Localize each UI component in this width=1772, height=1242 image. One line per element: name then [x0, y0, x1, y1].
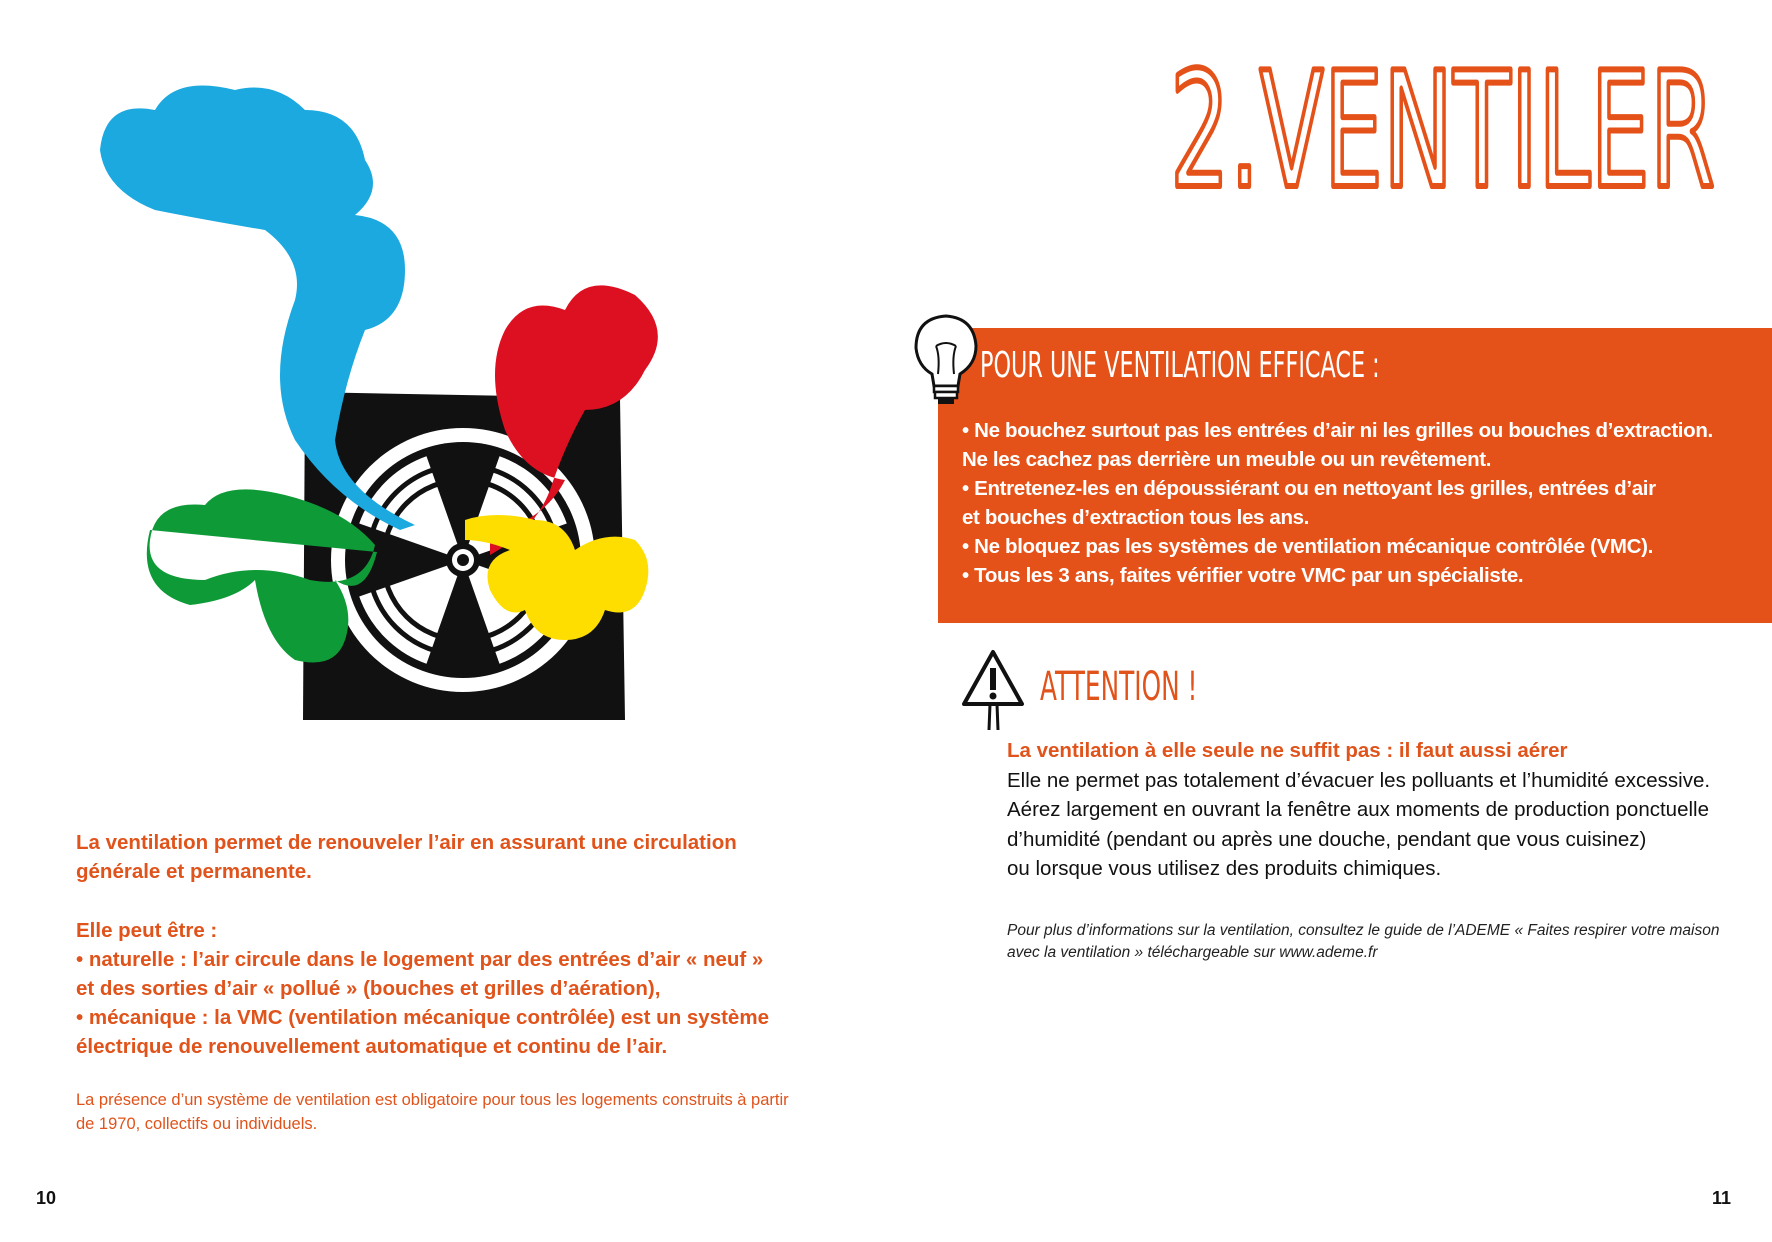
types-line: et des sorties d’air « pollué » (bouches et grilles d’aération),: [76, 977, 661, 1000]
types-heading: Elle peut être :: [76, 919, 218, 942]
types-line: • mécanique : la VMC (ventilation mécanique contrôlée) est un système: [76, 1006, 769, 1029]
ventilation-types: [76, 916, 796, 1061]
mandatory-line: La présence d’un système de ventilation est obligatoire pour tous les logements construits à partir: [76, 1091, 789, 1109]
attention-line: d’humidité (pendant ou après une douche, pendant que vous cuisinez): [1007, 827, 1647, 851]
more-info-line: Pour plus d’informations sur la ventilation, consultez le guide de l’ADEME « Faites respirer votre maison: [1007, 922, 1720, 939]
more-info-line: avec la ventilation » téléchargeable sur www.ademe.fr: [1007, 943, 1378, 961]
mandatory-line: de 1970, collectifs ou individuels.: [76, 1115, 318, 1133]
attention-lead: La ventilation à elle seule ne suffit pas : il faut aussi aérer: [1007, 739, 1568, 762]
attention-heading: ATTENTION !: [1040, 664, 1198, 710]
lightbulb-icon: [910, 312, 982, 408]
more-info-note: [1007, 920, 1747, 963]
page-number-right: 11: [1712, 1188, 1732, 1208]
attention-line: Aérez largement en ouvrant la fenêtre aux moments de production ponctuelle: [1007, 798, 1709, 821]
tip-line: et bouches d’extraction tous les ans.: [962, 506, 1310, 529]
tip-line: • Ne bouchez surtout pas les entrées d’air ni les grilles ou bouches d’extraction.: [962, 419, 1713, 442]
tip-line: • Tous les 3 ans, faites vérifier votre VMC par un spécialiste.: [962, 564, 1524, 587]
tip-list: [962, 416, 1752, 590]
chapter-title: [1170, 37, 1730, 224]
tip-line: • Ne bloquez pas les systèmes de ventilation mécanique contrôlée (VMC).: [962, 535, 1653, 558]
attention-body: [1007, 736, 1747, 884]
types-line: électrique de renouvellement automatique et continu de l’air.: [76, 1035, 668, 1058]
attention-line: Elle ne permet pas totalement d’évacuer les polluants et l’humidité excessive.: [1007, 768, 1711, 792]
warning-icon: [960, 648, 1026, 732]
tip-heading: POUR UNE VENTILATION EFFICACE :: [980, 345, 1380, 386]
intro-line: générale et permanente.: [76, 860, 312, 883]
intro-paragraph: [76, 828, 776, 886]
chapter-title-text: 2.VENTILER: [1170, 37, 1715, 224]
types-line: • naturelle : l’air circule dans le logement par des entrées d’air « neuf »: [76, 948, 764, 971]
fan-illustration: [95, 80, 745, 760]
page-number-left: 10: [36, 1188, 57, 1208]
mandatory-note: [76, 1088, 806, 1136]
attention-line: ou lorsque vous utilisez des produits chimiques.: [1007, 857, 1442, 880]
tip-line: • Entretenez-les en dépoussiérant ou en nettoyant les grilles, entrées d’air: [962, 477, 1656, 500]
tip-line: Ne les cachez pas derrière un meuble ou un revêtement.: [962, 448, 1492, 471]
intro-line: La ventilation permet de renouveler l’air en assurant une circulation: [76, 831, 737, 854]
